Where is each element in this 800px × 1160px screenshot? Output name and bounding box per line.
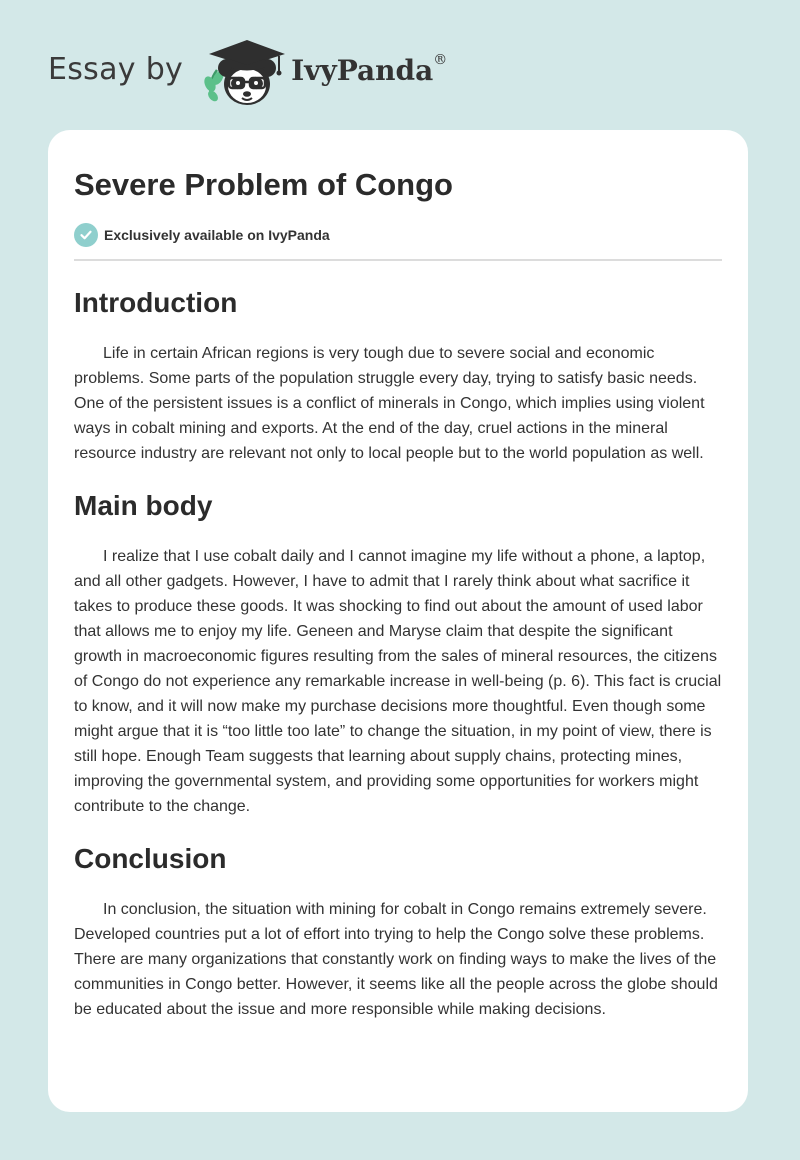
essay-title: Severe Problem of Congo: [74, 167, 453, 202]
site-brand[interactable]: [48, 34, 447, 110]
section-body-main-body: I realize that I use cobalt daily and I cannot imagine my life without a phone, a laptop, and all other gadgets. However, I have to admit that I rarely think about what sacrifice it takes to produce these goods. It was shocking to find out about the amount of used labor that allows me to enjoy my life. Geneen and Maryse claim that despite the significant growth in macroeconomic figures resulting from the sales of mineral resources, the citizens of Congo do not experience any remarkable increase in well-being (p. 6). This fact is crucial to know, and it will now make my purchase decisions more thoughtful. Even though some might argue that it is “too little too late” to change the situation, in my point of view, there is still hope. Enough Team suggests that learning about supply chains, protecting mines, improving the governmental system, and providing some opportunities for workers might contribute to the change.: [74, 548, 722, 815]
exclusive-label: Exclusively available on IvyPanda: [104, 227, 330, 243]
section-heading-main-body: Main body: [74, 490, 213, 521]
check-circle-icon: [74, 223, 98, 247]
panda-graduation-cap-icon: [201, 34, 287, 110]
brand-name: IvyPanda®: [291, 51, 448, 87]
section-heading-conclusion: Conclusion: [74, 843, 227, 874]
exclusive-badge: [74, 223, 722, 261]
essay-card: [48, 130, 748, 1112]
section-heading-introduction: Introduction: [74, 287, 238, 318]
section-body-conclusion: In conclusion, the situation with mining for cobalt in Congo remains extremely severe. Developed countries put a lot of effort into trying to help the Congo solve these problems. There are many organizations that constantly work on finding ways to make the lives of the communities in Congo better. However, it seems like all the people across the globe should be educated about the issue and more responsible while making decisions.: [74, 901, 718, 1018]
section-body-introduction: Life in certain African regions is very tough due to severe social and economic problems. Some parts of the population struggle every day, trying to satisfy basic needs. One of the persistent issues is a conflict of minerals in Congo, which implies using violent ways in cobalt mining and exports. At the end of the day, cruel actions in the mineral resource industry are relevant not only to local people but to the world population as well.: [74, 345, 705, 462]
brand-prefix: Essay by: [48, 51, 184, 87]
